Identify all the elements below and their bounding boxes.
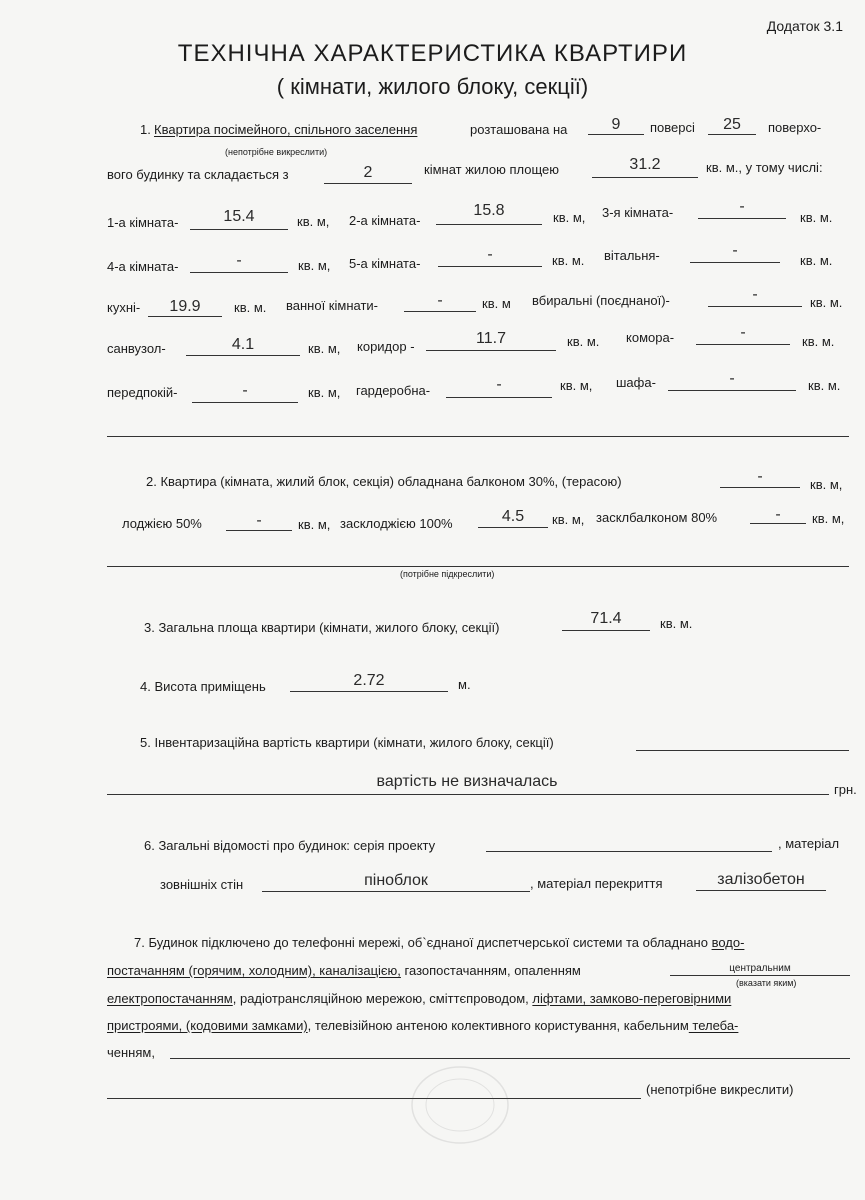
s1-wc-label: санвузол- <box>107 341 166 356</box>
s7-line5-rule <box>170 1058 850 1059</box>
s1-wc-line <box>186 355 300 356</box>
document-title: ТЕХНІЧНА ХАРАКТЕРИСТИКА КВАРТИРИ <box>177 40 688 67</box>
s6-walls-label: зовнішніх стін <box>160 877 244 892</box>
s1-storage-value: - <box>740 324 746 341</box>
s1-room1-line <box>190 229 288 230</box>
s1-living-area-line <box>592 177 698 178</box>
s4-label: 4. Висота приміщень <box>140 679 266 694</box>
s7-heating-note: (вказати яким) <box>736 978 797 988</box>
s1-kitchen-value: 19.9 <box>169 298 201 315</box>
s1-corridor-line <box>426 350 556 351</box>
s1-corridor-value: 11.7 <box>476 330 506 347</box>
s1-room2-line <box>436 224 542 225</box>
s7-line1: 7. Будинок підключено до телефонні мережі, об`єднаної диспетчерської системи та обладнано водо- <box>134 935 745 950</box>
s1-closet-unit: кв. м. <box>808 378 841 393</box>
s1-storage-unit: кв. м. <box>802 334 835 349</box>
s1-bathroom-line <box>404 311 476 312</box>
s2-loggia100-label: засклоджією 100% <box>340 516 453 531</box>
s1-living-area-value: 31.2 <box>629 156 661 173</box>
s1-room2-unit: кв. м, <box>553 210 586 225</box>
s1-room3-line <box>698 218 786 219</box>
s1-closet-label: шафа- <box>616 375 656 390</box>
document-subtitle: ( кімнати, жилого блоку, секції) <box>276 74 589 99</box>
s1-room3-value: - <box>739 198 745 215</box>
s1-room5-line <box>438 266 542 267</box>
s7-heating-value: центральним <box>729 963 791 974</box>
s1-floor-label: поверсі <box>650 120 695 135</box>
s1-storeys-label: поверхо- <box>768 120 822 135</box>
s2-loggia100-value: 4.5 <box>501 508 525 525</box>
s1-storeys-line <box>708 134 756 135</box>
s2-loggia50-unit: кв. м, <box>298 517 331 532</box>
s7-bottom-rule <box>107 1098 641 1099</box>
s1-apartment-type: Квартира посімейного, спільного заселення <box>154 122 418 137</box>
s1-toilet-label: вбиральні (поєднаної)- <box>532 293 670 308</box>
s1-living-room-line <box>690 262 780 263</box>
s2-loggia50-value: - <box>256 512 262 529</box>
s1-separator-line <box>107 436 849 437</box>
s1-apartment-type-note: (непотрібне викреслити) <box>225 147 328 157</box>
s1-room4-unit: кв. м, <box>298 258 331 273</box>
s1-wardrobe-unit: кв. м, <box>560 378 593 393</box>
s2-balcony80-unit: кв. м, <box>812 511 845 526</box>
s7-line5: ченням, <box>107 1045 155 1060</box>
s6-project-line <box>486 851 772 852</box>
s2-terrace-unit: кв. м, <box>810 477 843 492</box>
s4-value: 2.72 <box>353 672 385 689</box>
s1-hall-value: - <box>242 382 248 399</box>
s7-line4: пристроями, (кодовими замками), телевізійною антеною колективного користування, кабельним телеба- <box>107 1018 739 1033</box>
s1-hall-line <box>192 402 298 403</box>
s7-heating-line <box>670 975 850 976</box>
s1-toilet-value: - <box>752 286 758 303</box>
s1-wardrobe-value: - <box>496 376 502 393</box>
s2-loggia100-unit: кв. м, <box>552 512 585 527</box>
s1-hall-label: передпокій- <box>107 385 178 400</box>
s1-corridor-label: коридор - <box>357 339 415 354</box>
s1-kitchen-unit: кв. м. <box>234 300 267 315</box>
stamp-trace-icon <box>405 1060 515 1150</box>
s1-living-room-label: вітальня- <box>604 248 660 263</box>
s1-incl-label: кв. м., у тому числі: <box>706 160 823 175</box>
s1-toilet-line <box>708 306 802 307</box>
s1-living-room-value: - <box>732 242 738 259</box>
s1-floor-value: 9 <box>611 116 621 133</box>
s2-balcony80-label: засклбалконом 80% <box>596 510 718 525</box>
s1-living-room-unit: кв. м. <box>800 253 833 268</box>
s1-storage-label: комора- <box>626 330 675 345</box>
s6-ceiling-value: залізобетон <box>717 871 805 888</box>
s1-room5-unit: кв. м. <box>552 253 585 268</box>
s7-line2: постачанням (горячим, холодним), каналізацією, газопостачанням, опаленням <box>107 963 581 978</box>
s1-room4-value: - <box>236 252 242 269</box>
s1-corridor-unit: кв. м. <box>567 334 600 349</box>
s2-text: 2. Квартира (кімната, жилий блок, секція) обладнана балконом 30%, (терасою) <box>146 474 622 489</box>
s7-note: (непотрібне викреслити) <box>646 1082 794 1097</box>
s1-storeys-value: 25 <box>723 116 741 133</box>
s1-wc-value: 4.1 <box>231 336 255 353</box>
s2-balcony80-value: - <box>775 506 781 523</box>
s1-wc-unit: кв. м, <box>308 341 341 356</box>
s1-room3-label: 3-я кімната- <box>602 205 674 220</box>
s1-room3-unit: кв. м. <box>800 210 833 225</box>
s1-bathroom-label: ванної кімнати- <box>286 298 378 313</box>
s3-line <box>562 630 650 631</box>
s1-storage-line <box>696 344 790 345</box>
s4-unit: м. <box>458 677 471 692</box>
s6-material-label: , матеріал <box>778 836 840 851</box>
s1-room4-line <box>190 272 288 273</box>
s6-walls-line <box>262 891 530 892</box>
s1-rooms-line <box>324 183 412 184</box>
s1-room1-unit: кв. м, <box>297 214 330 229</box>
s1-number: 1. <box>140 122 151 137</box>
s2-loggia50-label: лоджією 50% <box>122 516 202 531</box>
s1-wardrobe-label: гардеробна- <box>356 383 431 398</box>
s1-bathroom-unit: кв. м <box>482 296 511 311</box>
s1-closet-value: - <box>729 370 735 387</box>
s1-room1-value: 15.4 <box>223 208 255 225</box>
s1-wardrobe-line <box>446 397 552 398</box>
s1-building-label: вого будинку та складається з <box>107 167 289 182</box>
s3-label: 3. Загальна площа квартири (кімнати, жилого блоку, секції) <box>144 620 500 635</box>
s1-located-on-label: розташована на <box>470 122 568 137</box>
s1-kitchen-line <box>148 316 222 317</box>
s1-hall-unit: кв. м, <box>308 385 341 400</box>
s2-terrace-value: - <box>757 468 763 485</box>
s2-loggia50-line <box>226 530 292 531</box>
s1-closet-line <box>668 390 796 391</box>
s5-line-2 <box>107 794 829 795</box>
s5-value: вартість не визначалась <box>376 773 558 790</box>
s5-unit: грн. <box>834 782 857 797</box>
s1-kitchen-label: кухні- <box>107 300 141 315</box>
s2-loggia100-line <box>478 527 548 528</box>
s1-rooms-value: 2 <box>363 164 373 181</box>
s2-terrace-line <box>720 487 800 488</box>
s7-line3: електропостачанням, радіотрансляційною мережою, сміттєпроводом, ліфтами, замково-переговірними <box>107 991 732 1006</box>
s2-separator-line <box>107 566 849 567</box>
s1-floor-line <box>588 134 644 135</box>
s1-living-area-label: кімнат жилою площею <box>424 162 560 177</box>
s1-room5-label: 5-а кімната- <box>349 256 421 271</box>
s6-walls-value: піноблок <box>364 872 428 889</box>
s6-ceiling-label: , матеріал перекриття <box>530 876 663 891</box>
s5-label: 5. Інвентаризаційна вартість квартири (кімнати, жилого блоку, секції) <box>140 735 554 750</box>
s2-note: (потрібне підкреслити) <box>400 569 495 579</box>
s6-ceiling-line <box>696 890 826 891</box>
s1-room4-label: 4-а кімната- <box>107 259 179 274</box>
s3-unit: кв. м. <box>660 616 693 631</box>
s3-value: 71.4 <box>590 610 622 627</box>
s1-room1-label: 1-а кімната- <box>107 215 179 230</box>
s4-line <box>290 691 448 692</box>
appendix-label: Додаток 3.1 <box>766 18 843 34</box>
s1-room2-label: 2-а кімната- <box>349 213 421 228</box>
s1-bathroom-value: - <box>437 292 443 309</box>
s6-label: 6. Загальні відомості про будинок: серія проекту <box>144 838 436 853</box>
s1-room2-value: 15.8 <box>473 202 505 219</box>
s5-line-1 <box>636 750 849 751</box>
s1-room5-value: - <box>487 246 493 263</box>
s1-toilet-unit: кв. м. <box>810 295 843 310</box>
s2-balcony80-line <box>750 523 806 524</box>
